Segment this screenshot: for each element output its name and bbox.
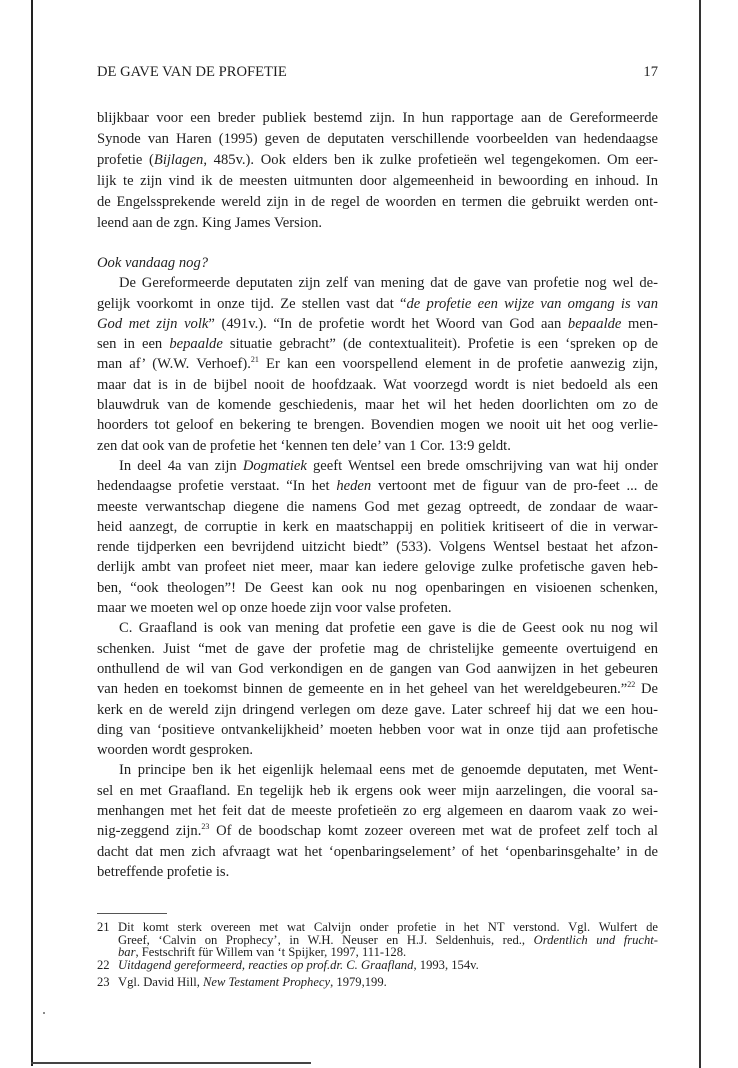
footnote-number: 21 [97,920,110,934]
text-run: nig-zeggend zijn. [97,823,202,840]
section-ook-vandaag-nog [97,253,658,882]
text-line [97,314,658,334]
page-edge-right [699,0,701,1068]
text-line [97,700,658,720]
text-run: de Engelssprekende wereld zijn in de regel de woorden en termen die gebruikt werden ont- [97,194,658,210]
footnote-number: 22 [97,957,110,972]
text-run: De [635,681,658,698]
text-run: heid aanzegt, de corruptie in kerk en maatschappij en politiek kritiseert of die in verwar- [97,518,658,535]
text-line [97,537,658,557]
page-edge-left [31,0,33,1066]
text-line [97,679,658,699]
text-line [97,618,658,638]
text-run: De Gereformeerde deputaten zijn zelf van mening dat de gave van profetie nog wel de- [119,275,658,292]
text-run: meeste verwantschap diegene die namens God met gezag optreedt, de zondaar de waar- [97,498,658,515]
text-line [97,192,658,213]
paragraph [97,760,658,882]
text-line [118,957,658,970]
text-run: rende tijdperken een bevrijdend uitzicht biedt” (533). Volgens Wentsel bestaat het afzon- [97,539,658,556]
text-run: In deel 4a van zijn [119,457,243,474]
text-run: blijkbaar voor een breder publiek bestemd zijn. In hun rapportage aan de Gereformeerde [97,110,658,126]
body-text-continued [97,108,658,234]
italic-text: bar [118,945,136,960]
paragraph [97,273,658,456]
text-line [97,171,658,192]
italic-text: Ordentlich und frucht- [533,932,658,947]
text-line [97,842,658,862]
text-line [97,436,658,456]
footnotes [97,919,658,992]
text-run: maar dat is in de bijbel nooit de hoofdzaak. Wat voorzegd wordt is niet bedoeld als een [97,376,658,393]
text-line [97,659,658,679]
text-line [97,456,658,476]
text-line [97,415,658,435]
section-heading: Ook vandaag nog? [97,255,209,271]
text-run: ben, “ook theologen”! De Geest kan ook nu nog openbaringen en visioenen schenken, [97,579,658,596]
footnote [97,957,658,975]
text-line [97,760,658,780]
italic-text: bepaalde [567,315,622,332]
text-run: geeft Wentsel een brede omschrijving van wat hij onder [306,457,659,474]
italic-text: Dogmatiek [242,457,307,474]
text-line [97,375,658,395]
text-run: men- [621,315,658,332]
running-head [97,64,658,81]
text-run: , 485v.). Ook elders ben ik zulke profetieën wel tegengekomen. Om eer- [203,152,658,168]
text-run: lijk te zijn vind ik de meesten uitmunten door algemeenheid in bewoording en inhoud. In [97,173,658,189]
text-run: ding van ‘positieve ontvankelijkheid’ moeten hebben voor wat in onze tijd aan profetische [97,721,658,738]
text-run: C. Graafland is ook van mening dat profetie een gave is die de Geest ook nu nog wil [119,620,658,637]
text-run: hedendaagse profetie verstaat. “In het [97,478,337,495]
paragraph [97,108,658,234]
paragraph [97,456,658,618]
scan-speck [43,1012,45,1014]
text-run: vertoont met de figuur van de pro-feet ... de [371,478,658,495]
footnote-ref: 23 [201,822,210,832]
text-run: , 1979,199. [330,975,387,990]
text-line [97,557,658,577]
text-run: sen in een [97,336,170,353]
text-run: onthullend de wil van God verkondigen en de gangen van God aanwijzen in het gebeuren [97,660,658,677]
footnote-text [118,919,658,960]
text-line [97,354,658,374]
text-line [97,517,658,537]
text-run: Er kan een voorspellend element in de profetie aanwezig zijn, [258,356,659,373]
italic-text: God met zijn volk [97,315,209,332]
text-line [97,801,658,821]
text-run: Dit komt sterk overeen met wat Calvijn onder profetie in het NT verstond. Vgl. Wulfert de [118,920,658,934]
text-run: blauwdruk van de komende geschiedenis, maar het wil het heden doorlichten om zo de [97,397,658,414]
text-run: situatie gebracht” (de contextualiteit). Profetie is een ‘spreken op de [222,336,658,353]
text-run: man af’ (W.W. Verhoef). [97,356,251,373]
running-head-title: DE GAVE VAN DE PROFETIE [97,64,287,80]
text-run: Synode van Haren (1995) geven de deputaten verschillende voorbeelden van hedendaagse [97,131,658,147]
italic-text: Uitdagend gereformeerd, reacties op prof.dr. C. Graafland [118,957,414,972]
text-line [97,213,658,234]
text-line [97,578,658,598]
text-run: van heden en toekomst binnen de gemeente en in het geheel van het wereldgebeuren.” [97,681,628,698]
footnote-separator [97,913,167,914]
text-line [118,932,658,945]
text-run: Of de boodschap komt zozeer overeen met wat de profeet zelf toch al [209,823,658,840]
text-run: In principe ben ik het eigenlijk helemaal eens met de genoemde deputaten, met Went- [119,762,658,779]
text-line [97,395,658,415]
text-run: gelijk voorkomt in onze tijd. Ze stellen vast dat “ [97,295,407,312]
text-line [97,334,658,354]
italic-text: heden [336,478,372,495]
text-run: schenken. Juist “met de gave der profetie mag de christelijke gemeente overtuigend en [97,640,658,657]
text-line [97,108,658,129]
text-run: , 1993, 154v. [413,957,479,972]
text-run: Vgl. David Hill, [118,975,204,990]
text-run: , Festschrift für Willem van ‘t Spijker, 1997, 111-128. [135,945,407,960]
text-line [97,720,658,740]
text-run: profetie ( [97,152,154,168]
paragraph [97,618,658,760]
footnote-text [118,974,658,992]
text-line [97,294,658,314]
text-line [97,273,658,293]
italic-text: de profetie een wijze van omgang is van [406,295,658,312]
text-line [97,476,658,496]
footnote [97,919,658,960]
text-line [97,862,658,882]
footnote-text [118,957,658,975]
text-run: woorden wordt gesproken. [97,742,254,759]
italic-text: bepaalde [169,336,223,353]
italic-text: Bijlagen [153,152,204,168]
text-line [97,497,658,517]
footnote-number: 23 [97,975,110,990]
text-run: hoorders tot geloof en bekering te brengen. Bovendien mogen we nooit uit het oog verlie- [97,417,658,434]
text-line [97,781,658,801]
text-line [97,639,658,659]
page-number: 17 [643,64,658,80]
text-run: betreffende profetie is. [97,863,230,880]
text-line [118,919,658,932]
text-line [97,740,658,760]
text-line [97,129,658,150]
text-run: maar we moeten wel op onze hoede zijn voor valse profeten. [97,600,452,617]
text-line [97,821,658,841]
italic-text: New Testament Prophecy [203,975,331,990]
text-line [97,150,658,171]
footnote-ref: 22 [627,680,636,690]
footnote [97,974,658,992]
text-run: derlijk ambt van profeet niet meer, maar kan iedere gelovige zulke profetische gaven heb- [97,559,658,576]
text-line [118,974,658,990]
text-run: leend aan de zgn. King James Version. [97,215,323,231]
page-edge-bottom [31,1062,311,1064]
text-line [97,598,658,618]
text-run: ” (491v.). “In de profetie wordt het Woord van God aan [208,315,568,332]
text-run: dacht dat men zich afvraagt wat het ‘openbaringselement’ of het ‘openbarinsgehalte’ in de [97,843,658,860]
footnote-ref: 21 [250,355,259,365]
text-run: kerk en de wereld zijn dringend verlegen om deze gave. Later schreef hij dat we een hou- [97,701,658,718]
text-run: sel en met Graafland. En tegelijk heb ik ergens ook weer mijn aarzelingen, die vooral sa- [97,782,658,799]
text-run: menhangen met het feit dat de meeste profetieën zo erg algemeen en daarom vaak zo wei- [97,803,658,820]
text-run: zen dat ook van de profetie het ‘kennen ten dele’ van 1 Cor. 13:9 geldt. [97,437,511,454]
text-run: Greef, ‘Calvin on Prophecy’, in W.H. Neuser en H.J. Seldenhuis, red., [118,932,534,947]
